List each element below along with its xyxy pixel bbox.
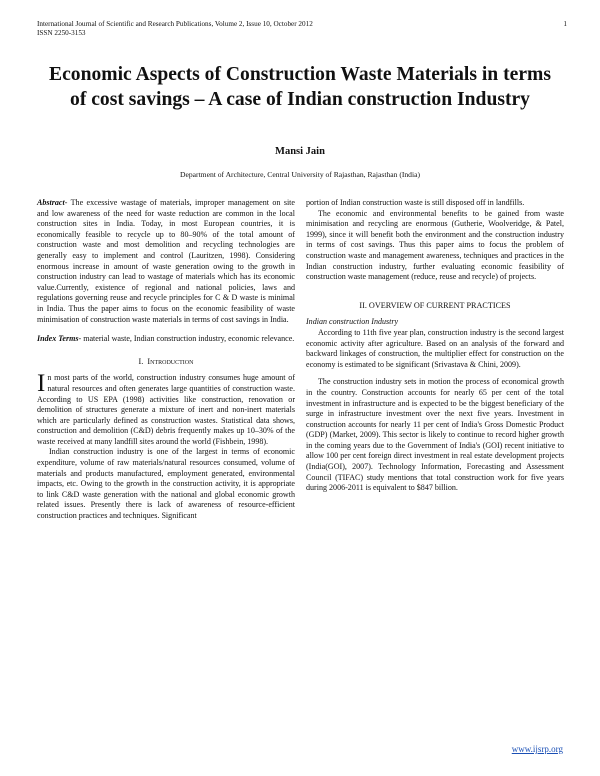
subheading-indian-construction: Indian construction Industry (306, 317, 399, 327)
author-name: Mansi Jain (275, 146, 325, 157)
index-terms (37, 334, 295, 345)
page-number: 1 (563, 20, 567, 28)
right-paragraph-3: According to 11th five year plan, construction industry is the second largest economic activity after agriculture. Based on an analysis of the forward and backward linkages of construction, the multiplier effect for construction on the economy is estimated to be significant (Srivastava & Chini, 2009). (306, 327, 564, 369)
left-column (37, 198, 295, 522)
abstract-label: Abstract- (37, 198, 68, 207)
issn: ISSN 2250-3153 (37, 29, 86, 37)
dropcap: I (37, 370, 46, 398)
right-column (306, 198, 564, 494)
section-heading-introduction: I. Introduction (138, 356, 194, 366)
intro-paragraph-1: In most parts of the world, construction industry consumes huge amount of natural resources and often generates large quantities of construction waste. According to US EPA (1998) activities like construction, renovation or demolition of structures generate a mixture of inert and non-inert materials which are particularly defined as construction wastes. Statistical data shows, construction and demolition (C&D) debris frequently makes up 10–30% of the waste received at many landfill sites around the world (Fishbein, 1998). (37, 370, 295, 446)
paper-title: Economic Aspects of Construction Waste Materials in terms of cost savings – A case of Indian construction Industry (49, 64, 551, 110)
right-paragraph-2: The economic and environmental benefits to be gained from waste minimisation and recycling are enormous (Gutherie, Woolveridge, & Patel, 1999), since it will benefit both the environment and the construction industry in terms of cost savings. Thus this paper aims to focus the problem of construction waste and management awareness, techniques and practices in the Indian construction industry, further evaluating economic feasibility of construction waste management (reduce, reuse and recycle) of projects. (306, 208, 564, 282)
journal-name: International Journal of Scientific and Research Publications, Volume 2, Issue 10, October 2012 (37, 20, 313, 28)
index-terms-label: Index Terms (37, 334, 79, 344)
abstract (37, 198, 295, 325)
section-heading-overview: II. OVERVIEW OF CURRENT PRACTICES (359, 300, 511, 310)
abstract-text: The excessive wastage of materials, improper management on site and low awareness of the need for waste reduction are common in the local construction sites in India. Today, in most European countries, it is economically feasible to recycle up to 80–90% of the total amount of construction waste and most demolition and recycling technologies are generally easy to implement and control (Lauritzen, 1998). Considering enormous increase in amount of waste generation owing to the growth in construction industry can lead to wastage of materials which has its economic value.Currently, existence of regional and national policies, laws and regulations governing reuse and recycle principles for C & D waste is minimal in India. Thus the paper aims to focus on the economic feasibility of waste minimisation of construction waste materials in terms of cost savings in India. (37, 198, 295, 324)
intro-paragraph-2: Indian construction industry is one of the largest in terms of economic expenditure, volume of raw materials/natural resources consumed, volume of materials and products manufactured, employment generated, environmental impacts, etc. Owing to the growth in the construction activity, it is appropriate to link C&D waste generation with the national and global economic growth related issues. Presently there is lack of awareness of resource-efficient construction practices and techniques. Significant (37, 447, 295, 521)
right-paragraph-4: The construction industry sets in motion the process of economical growth in the country. Construction accounts for nearly 65 per cent of the total investment in infrastructure and is expected to be the biggest beneficiary of the surge in infrastructure investment over the next five years. Investment in construction accounts for nearly 11 per cent of India's Gross Domestic Product (GDP) (Market, 2009). This sector is likely to continue to record higher growth in the coming years due to the Government of India's (GOI) recent initiative to allow 100 per cent foreign direct investment in real estate development projects (India(GOI), 2007). Technology Information, Forecasting and Assessment Council (TIFAC) study mentions that total construction work for five years during 2006-2011 is equivalent to $847 billion. (306, 377, 564, 493)
footer-link[interactable]: www.ijsrp.org (511, 744, 563, 754)
index-terms-text: - material waste, Indian construction industry, economic relevance. (78, 334, 295, 344)
right-paragraph-1: portion of Indian construction waste is still disposed off in landfills. (306, 198, 525, 207)
author-affiliation: Department of Architecture, Central University of Rajasthan, Rajasthan (India) (180, 170, 420, 179)
running-header (37, 20, 567, 38)
